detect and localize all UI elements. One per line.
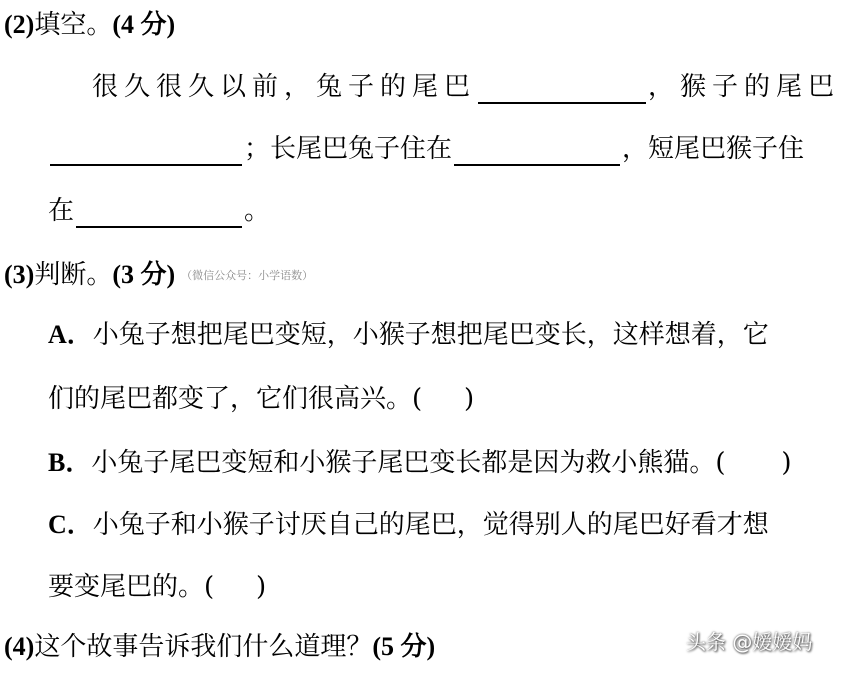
q3-b-answer-paren[interactable]: ) [781, 448, 792, 478]
q3-b-label: B． [48, 448, 92, 477]
q2-line3-text-b: 。 [244, 196, 271, 226]
q4-heading [4, 630, 435, 664]
q3-a-text-2: 们的尾巴都变了，它们很高兴。( [48, 384, 423, 414]
q2-line-2 [48, 132, 804, 166]
q4-title: 这个故事告诉我们什么道理？ [34, 632, 373, 662]
q2-line1-text-b: ，猴子的尾巴 [648, 72, 841, 102]
q3-item-c-line-2 [48, 570, 266, 604]
q2-blank-3[interactable] [454, 140, 620, 166]
q3-title: 判断。 [34, 260, 113, 290]
q2-blank-1[interactable] [478, 78, 646, 104]
q2-line2-text-a: ；长尾巴兔子住在 [244, 134, 453, 164]
q4-number: (4) [4, 632, 35, 661]
q2-line-3 [48, 194, 270, 228]
q3-c-text-1: 小兔子和小猴子讨厌自己的尾巴，觉得别人的尾巴好看才想 [92, 510, 769, 540]
q3-watermark-note: （微信公众号：小学语数） [181, 269, 314, 282]
q3-number: (3) [4, 260, 35, 289]
q3-score: (3 分) [112, 260, 176, 289]
q2-blank-4[interactable] [76, 202, 242, 228]
q3-heading [4, 258, 313, 293]
q3-c-answer-paren[interactable]: ) [256, 572, 267, 602]
q3-a-label: A． [48, 320, 93, 349]
q3-b-text: 小兔子尾巴变短和小猴子尾巴变长都是因为救小熊猫。( [91, 448, 726, 478]
q3-c-text-2: 要变尾巴的。( [48, 572, 215, 602]
q2-line2-text-b: ，短尾巴猴子住 [622, 134, 805, 164]
toutiao-watermark: 头条 @嫒嫒妈 [686, 630, 813, 654]
q2-line1-text-a: 很久很久以前，兔子的尾巴 [92, 72, 477, 102]
q2-number: (2) [4, 10, 35, 39]
q2-line3-text-a: 在 [48, 196, 75, 226]
q2-heading [4, 8, 175, 42]
q2-blank-2[interactable] [50, 140, 242, 166]
q2-score: (4 分) [112, 10, 176, 39]
q2-title: 填空。 [34, 10, 113, 40]
q2-line-1 [92, 70, 840, 104]
q3-item-a-line-1 [48, 318, 769, 352]
q3-item-c-line-1 [48, 508, 769, 542]
q4-score: (5 分) [372, 632, 436, 661]
q3-item-b [48, 446, 792, 480]
q3-a-answer-paren[interactable]: ) [464, 384, 475, 414]
q3-item-a-line-2 [48, 382, 474, 416]
q3-a-text-1: 小兔子想把尾巴变短，小猴子想把尾巴变长，这样想着，它 [92, 320, 769, 350]
q3-c-label: C． [48, 510, 93, 539]
